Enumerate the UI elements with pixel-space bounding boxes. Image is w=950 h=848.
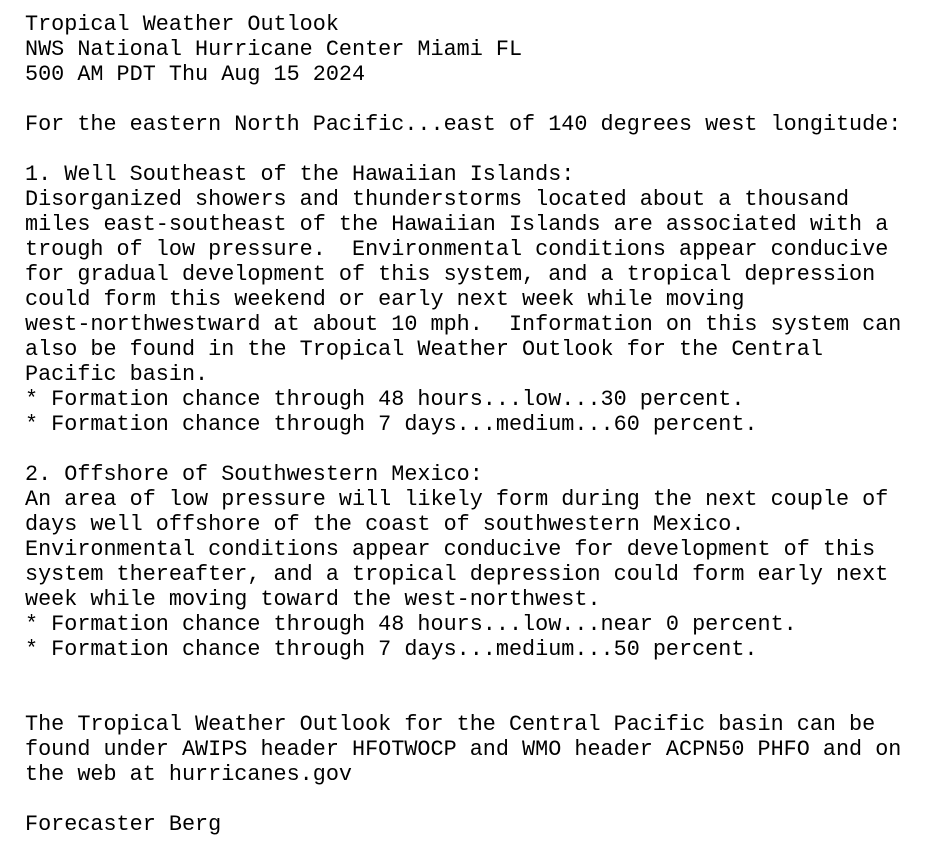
system-1-body-line: for gradual development of this system, and a tropical depression [25,262,876,287]
footer-note [25,712,950,787]
system-2-body-line: An area of low pressure will likely form during the next couple of [25,487,889,512]
system-1-body-line: could form this weekend or early next week while moving [25,287,745,312]
blank-line [25,437,950,462]
footer-note-line: found under AWIPS header HFOTWOCP and WMO header ACPN50 PHFO and on [25,737,902,762]
system-2-heading: 2. Offshore of Southwestern Mexico: [25,462,483,487]
system-1-body-line: west-northwestward at about 10 mph. Information on this system can [25,312,902,337]
system-2-body-line: Environmental conditions appear conducive for development of this [25,537,876,562]
system-1-body-line: Pacific basin. [25,362,209,387]
blank-line [25,787,950,812]
system-1-formation-7d: * Formation chance through 7 days...medium...60 percent. [25,412,758,437]
document-header [25,12,950,87]
system-2-section [25,462,950,662]
blank-line [25,87,950,112]
footer-note-line: The Tropical Weather Outlook for the Central Pacific basin can be [25,712,876,737]
issue-time: 500 AM PDT Thu Aug 15 2024 [25,62,366,87]
footer-note-line: the web at hurricanes.gov [25,762,353,787]
system-1-body-line: trough of low pressure. Environmental conditions appear conducive [25,237,889,262]
system-2-body-line: system thereafter, and a tropical depression could form early next [25,562,889,587]
system-1-body-line: miles east-southeast of the Hawaiian Islands are associated with a [25,212,889,237]
system-2-formation-7d: * Formation chance through 7 days...medium...50 percent. [25,637,758,662]
system-2-formation-48h: * Formation chance through 48 hours...low...near 0 percent. [25,612,797,637]
system-1-formation-48h: * Formation chance through 48 hours...low...30 percent. [25,387,745,412]
blank-line [25,662,950,687]
system-2-body-line: days well offshore of the coast of southwestern Mexico. [25,512,745,537]
blank-line [25,137,950,162]
system-1-body-line: also be found in the Tropical Weather Outlook for the Central [25,337,823,362]
region-intro: For the eastern North Pacific...east of 140 degrees west longitude: [25,112,902,137]
system-2-body-line: week while moving toward the west-northwest. [25,587,601,612]
blank-line [25,687,950,712]
forecaster-signature: Forecaster Berg [25,812,222,837]
document-title: Tropical Weather Outlook [25,12,339,37]
system-1-body-line: Disorganized showers and thunderstorms located about a thousand [25,187,850,212]
system-1-heading: 1. Well Southeast of the Hawaiian Islands: [25,162,575,187]
issuing-office: NWS National Hurricane Center Miami FL [25,37,523,62]
system-1-section [25,162,950,437]
